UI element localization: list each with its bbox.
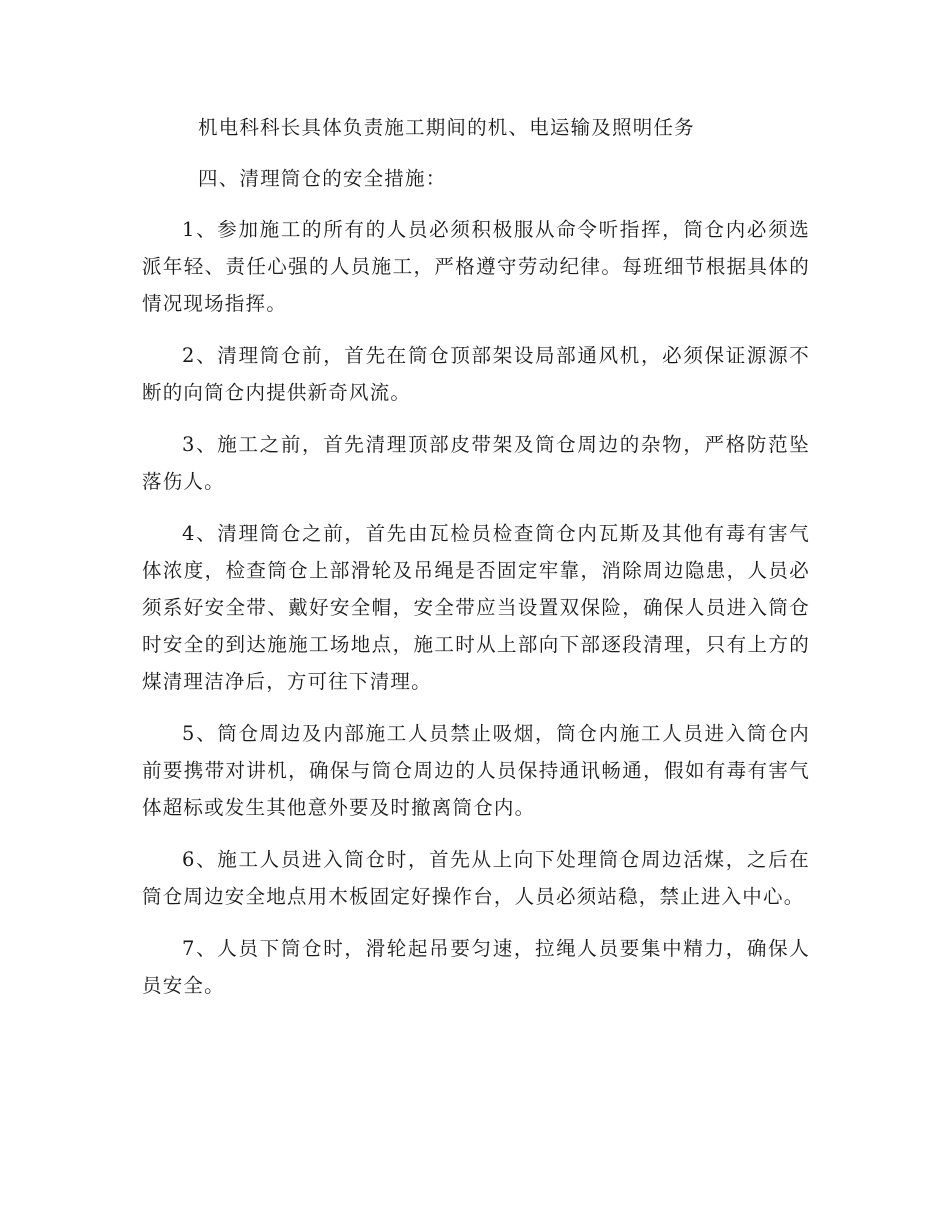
- list-item-1: 1、参加施工的所有的人员必须积极服从命令听指挥，筒仓内必须选派年轻、责任心强的人员施工，严格遵守劳动纪律。每班细节根据具体的情况现场指挥。: [142, 218, 810, 315]
- section-heading: 四、清理筒仓的安全措施：: [198, 167, 447, 190]
- list-item-6: 6、施工人员进入筒仓时，首先从上向下处理筒仓周边活煤，之后在筒仓周边安全地点用木板固定好操作台，人员必须站稳，禁止进入中心。: [142, 848, 810, 908]
- document-body: [142, 109, 810, 1019]
- list-item-7: 7、人员下筒仓时，滑轮起吊要匀速，拉绳人员要集中精力，确保人员安全。: [142, 937, 810, 997]
- list-item-2: 2、清理筒仓前，首先在筒仓顶部架设局部通风机，必须保证源源不断的向筒仓内提供新奇风流。: [142, 344, 810, 404]
- list-item-3: 3、施工之前，首先清理顶部皮带架及筒仓周边的杂物，严格防范坠落伤人。: [142, 433, 810, 493]
- list-item-4: 4、清理筒仓之前，首先由瓦检员检查筒仓内瓦斯及其他有毒有害气体浓度，检查筒仓上部滑轮及吊绳是否固定牢靠，消除周边隐患，人员必须系好安全带、戴好安全帽，安全带应当设置双保险，确保人员进入筒仓时安全的到达施施工场地点，施工时从上部向下部逐段清理，只有上方的煤清理洁净后，方可往下清理。: [142, 522, 810, 693]
- intro-paragraph: 机电科科长具体负责施工期间的机、电运输及照明任务: [198, 116, 695, 139]
- list-item-5: 5、筒仓周边及内部施工人员禁止吸烟，筒仓内施工人员进入筒仓内前要携带对讲机，确保与筒仓周边的人员保持通讯畅通，假如有毒有害气体超标或发生其他意外要及时撤离筒仓内。: [142, 722, 810, 819]
